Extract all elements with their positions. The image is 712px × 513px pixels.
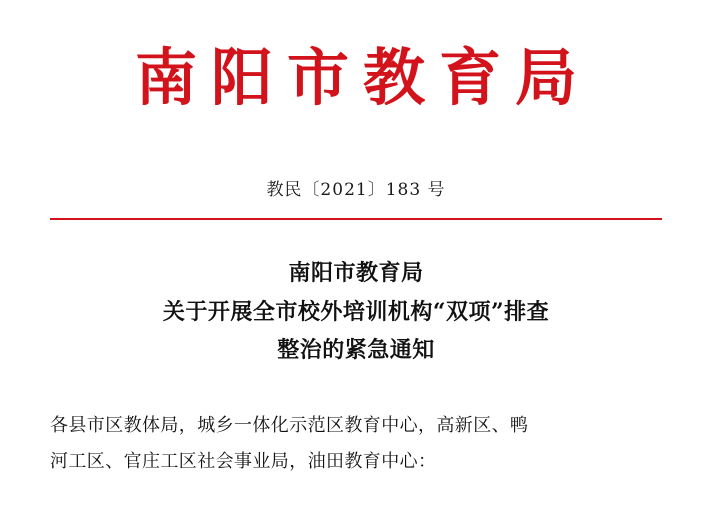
document-title: [0, 254, 712, 370]
issuing-authority-title: 南阳市教育局: [134, 41, 591, 114]
document-title-line-3: 整治的紧急通知: [277, 337, 435, 364]
recipient-line-1: 各县市区教体局，城乡一体化示范区教育中心，高新区、鸭: [50, 414, 529, 436]
document-number: 教民〔2021〕183 号: [266, 180, 446, 201]
document-title-line-2: 关于开展全市校外培训机构“双项”排查: [162, 298, 550, 325]
document-title-line-1: 南阳市教育局: [288, 260, 424, 287]
recipient-list: [0, 408, 712, 480]
red-divider-rule: [50, 218, 662, 220]
recipient-line-2: 河工区、官庄工区社会事业局，油田教育中心：: [50, 450, 437, 472]
masthead: [0, 0, 712, 113]
